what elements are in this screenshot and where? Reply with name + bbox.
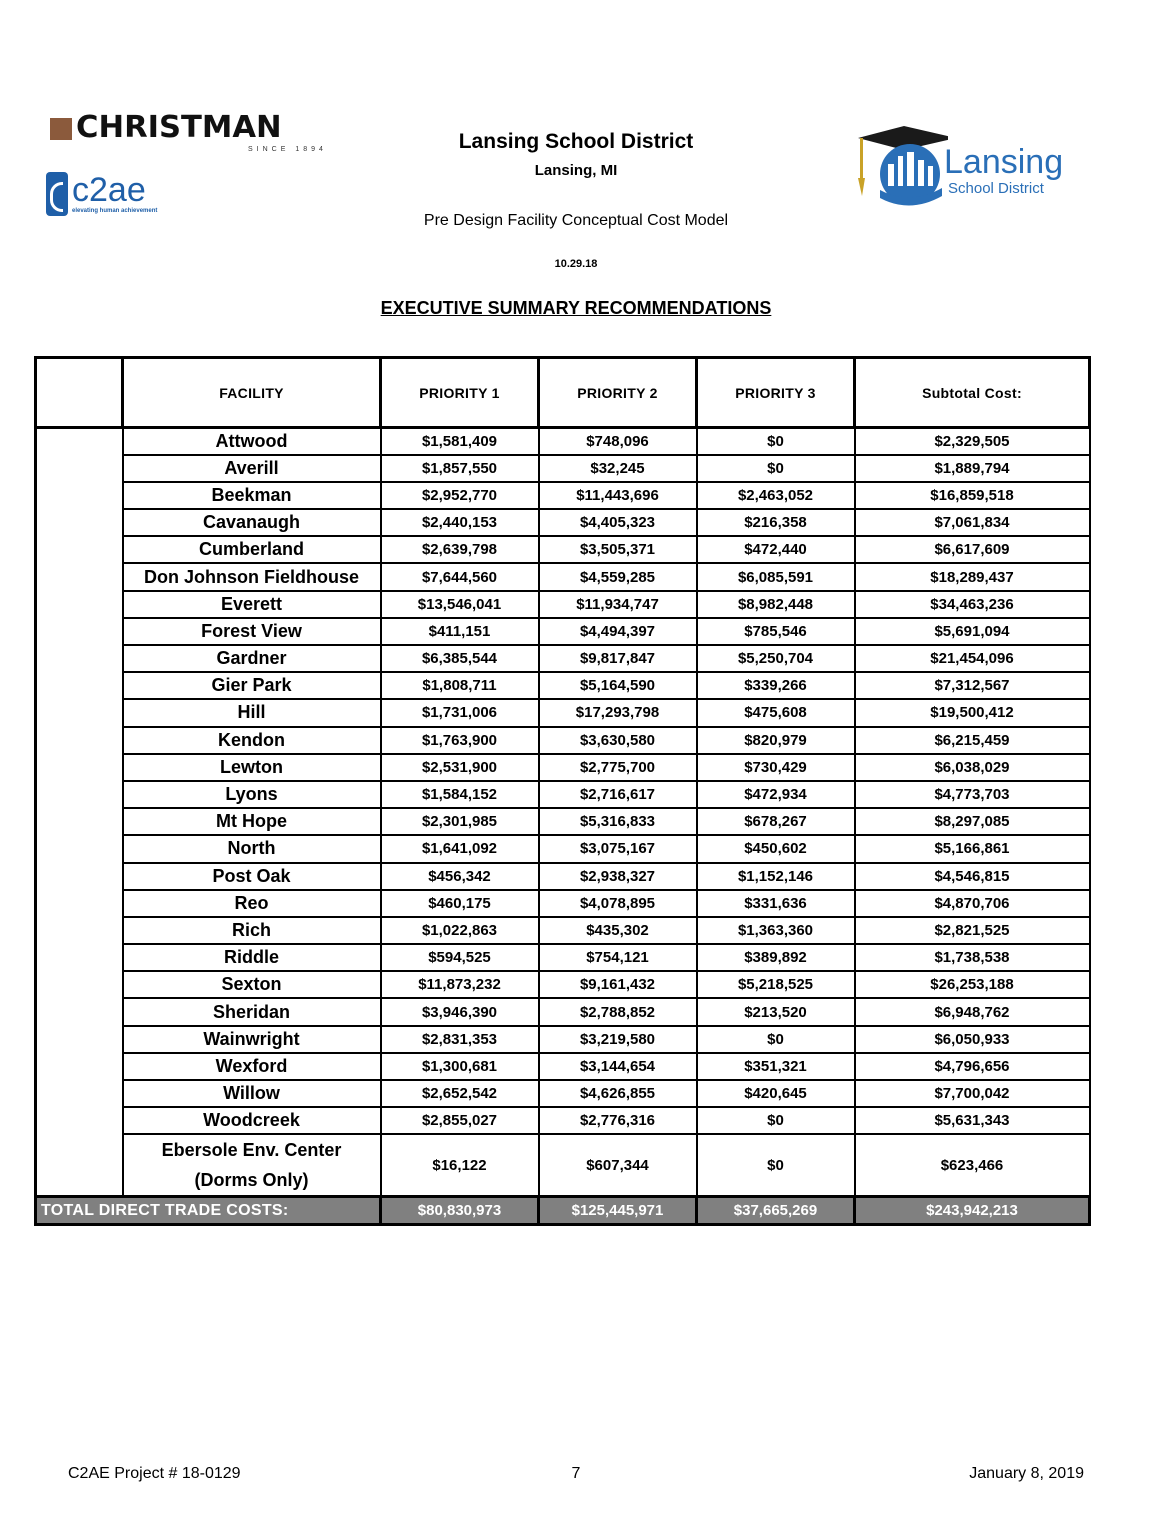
facility-name-line-1: Ebersole Env. Center [161,1140,342,1161]
subtotal-cost: $16,859,518 [855,482,1090,509]
priority-1-cost: $1,731,006 [381,699,539,726]
subtotal-cost: $8,297,085 [855,808,1090,835]
priority-3-cost: $472,934 [697,781,855,808]
lansing-logo-word: Lansing [944,143,1064,181]
subtotal-cost: $34,463,236 [855,591,1090,618]
priority-3-cost: $331,636 [697,890,855,917]
priority-2-cost: $9,817,847 [539,645,697,672]
priority-3-cost: $389,892 [697,944,855,971]
priority-1-cost: $2,531,900 [381,754,539,781]
priority-1-cost: $2,301,985 [381,808,539,835]
lansing-logo-subtitle: School District [948,180,1044,197]
facility-name: Beekman [123,482,381,509]
facility-name: Woodcreek [123,1107,381,1134]
priority-2-cost: $4,559,285 [539,563,697,590]
priority-1-cost: $460,175 [381,890,539,917]
table-row [36,890,1090,917]
facility-name: Riddle [123,944,381,971]
document-subtitle: Pre Design Facility Conceptual Cost Model [423,212,729,229]
priority-3-cost: $5,250,704 [697,645,855,672]
priority-3-cost: $420,645 [697,1080,855,1107]
facility-name: Gardner [123,645,381,672]
priority-1-cost: $1,641,092 [381,835,539,862]
priority-2-cost: $4,078,895 [539,890,697,917]
column-header-facility: FACILITY [123,358,381,428]
subtotal-cost: $2,821,525 [855,917,1090,944]
facility-name: Wexford [123,1053,381,1080]
table-row [36,1026,1090,1053]
column-header-priority-2: PRIORITY 2 [539,358,697,428]
priority-3-cost: $730,429 [697,754,855,781]
priority-2-cost: $2,938,327 [539,863,697,890]
table-row [36,781,1090,808]
facility-name [123,1134,381,1197]
priority-2-cost: $607,344 [539,1134,697,1197]
facility-name: Gier Park [123,672,381,699]
header-blank-cell [36,358,123,428]
priority-2-cost: $5,316,833 [539,808,697,835]
table-row [36,944,1090,971]
facility-name: Averill [123,455,381,482]
table-row [36,808,1090,835]
total-row [36,1197,1090,1225]
facility-name: Forest View [123,618,381,645]
priority-2-cost: $748,096 [539,428,697,455]
priority-3-cost: $820,979 [697,727,855,754]
column-header-priority-3: PRIORITY 3 [697,358,855,428]
facility-name: Lewton [123,754,381,781]
table-row [36,835,1090,862]
facility-name: Reo [123,890,381,917]
priority-1-cost: $1,584,152 [381,781,539,808]
table-row [36,1053,1090,1080]
facility-name: Sheridan [123,998,381,1025]
priority-2-cost: $2,776,316 [539,1107,697,1134]
footer-page-number: 7 [571,1465,581,1482]
table-row [36,672,1090,699]
table-body [36,428,1090,1225]
priority-3-cost: $339,266 [697,672,855,699]
priority-2-cost: $435,302 [539,917,697,944]
table-row [36,754,1090,781]
subtotal-cost: $5,631,343 [855,1107,1090,1134]
priority-2-cost: $3,630,580 [539,727,697,754]
priority-2-cost: $17,293,798 [539,699,697,726]
priority-2-cost: $11,443,696 [539,482,697,509]
priority-3-cost: $216,358 [697,509,855,536]
subtotal-cost: $6,948,762 [855,998,1090,1025]
priority-1-cost: $7,644,560 [381,563,539,590]
priority-2-cost: $3,505,371 [539,536,697,563]
c2ae-logo-word: c2ae [72,171,146,209]
table-row [36,917,1090,944]
table-row-ebersole [36,1134,1090,1197]
priority-1-cost: $2,440,153 [381,509,539,536]
priority-1-cost: $1,581,409 [381,428,539,455]
subtotal-cost: $1,738,538 [855,944,1090,971]
table-row [36,1107,1090,1134]
subtotal-cost: $623,466 [855,1134,1090,1197]
facility-name: Hill [123,699,381,726]
subtotal-cost: $18,289,437 [855,563,1090,590]
subtotal-cost: $2,329,505 [855,428,1090,455]
table-row [36,1080,1090,1107]
priority-1-cost: $1,022,863 [381,917,539,944]
subtotal-cost: $7,700,042 [855,1080,1090,1107]
facility-name: Cumberland [123,536,381,563]
facility-name: Wainwright [123,1026,381,1053]
priority-1-cost: $11,873,232 [381,971,539,998]
priority-1-cost: $13,546,041 [381,591,539,618]
priority-3-cost: $8,982,448 [697,591,855,618]
priority-3-cost: $5,218,525 [697,971,855,998]
subtotal-cost: $4,546,815 [855,863,1090,890]
subtotal-cost: $6,617,609 [855,536,1090,563]
priority-2-cost: $9,161,432 [539,971,697,998]
priority-2-cost: $754,121 [539,944,697,971]
priority-3-cost: $678,267 [697,808,855,835]
total-priority-3: $37,665,269 [697,1197,855,1225]
table-row [36,509,1090,536]
table-row [36,645,1090,672]
priority-2-cost: $2,716,617 [539,781,697,808]
subtotal-cost: $6,215,459 [855,727,1090,754]
priority-2-cost: $4,494,397 [539,618,697,645]
table-row [36,591,1090,618]
priority-3-cost: $2,463,052 [697,482,855,509]
priority-3-cost: $213,520 [697,998,855,1025]
section-heading: EXECUTIVE SUMMARY RECOMMENDATIONS [380,298,772,318]
subtotal-cost: $1,889,794 [855,455,1090,482]
priority-1-cost: $411,151 [381,618,539,645]
priority-2-cost: $3,075,167 [539,835,697,862]
total-priority-1: $80,830,973 [381,1197,539,1225]
facility-name: Rich [123,917,381,944]
facility-name: Post Oak [123,863,381,890]
priority-3-cost: $785,546 [697,618,855,645]
priority-2-cost: $5,164,590 [539,672,697,699]
facility-name: Don Johnson Fieldhouse [123,563,381,590]
priority-2-cost: $11,934,747 [539,591,697,618]
facility-name: Lyons [123,781,381,808]
facility-name: Everett [123,591,381,618]
footer-project-number: C2AE Project # 18-0129 [68,1465,241,1482]
priority-1-cost: $1,300,681 [381,1053,539,1080]
priority-1-cost: $6,385,544 [381,645,539,672]
subtotal-cost: $6,038,029 [855,754,1090,781]
facility-name: North [123,835,381,862]
christman-logo-word: CHRISTMAN [76,110,282,145]
priority-1-cost: $2,652,542 [381,1080,539,1107]
document-date: 10.29.18 [554,258,598,270]
christman-logo-since: SINCE 1894 [248,146,327,153]
priority-3-cost: $0 [697,455,855,482]
subtotal-cost: $5,691,094 [855,618,1090,645]
blank-side-cell [36,428,123,1197]
facility-name: Sexton [123,971,381,998]
priority-1-cost: $2,952,770 [381,482,539,509]
priority-3-cost: $1,152,146 [697,863,855,890]
subtotal-cost: $4,773,703 [855,781,1090,808]
table-row [36,618,1090,645]
priority-1-cost: $3,946,390 [381,998,539,1025]
priority-3-cost: $475,608 [697,699,855,726]
table-row [36,699,1090,726]
facility-name: Mt Hope [123,808,381,835]
cost-summary-table [34,356,1091,1226]
subtotal-cost: $4,870,706 [855,890,1090,917]
total-subtotal: $243,942,213 [855,1197,1090,1225]
table-row [36,727,1090,754]
facility-name-line-2: (Dorms Only) [194,1170,309,1191]
document-title: Lansing School District [458,130,694,153]
priority-1-cost: $1,763,900 [381,727,539,754]
table-row [36,482,1090,509]
priority-3-cost: $0 [697,1134,855,1197]
priority-1-cost: $594,525 [381,944,539,971]
priority-3-cost: $0 [697,1107,855,1134]
priority-2-cost: $2,775,700 [539,754,697,781]
priority-1-cost: $1,857,550 [381,455,539,482]
priority-3-cost: $450,602 [697,835,855,862]
subtotal-cost: $7,061,834 [855,509,1090,536]
table-header-row [36,358,1090,428]
facility-name: Attwood [123,428,381,455]
subtotal-cost: $5,166,861 [855,835,1090,862]
total-priority-2: $125,445,971 [539,1197,697,1225]
facility-name: Cavanaugh [123,509,381,536]
footer-date: January 8, 2019 [969,1465,1084,1482]
priority-2-cost: $3,144,654 [539,1053,697,1080]
priority-3-cost: $472,440 [697,536,855,563]
priority-2-cost: $2,788,852 [539,998,697,1025]
priority-3-cost: $6,085,591 [697,563,855,590]
table-row [36,998,1090,1025]
total-label: TOTAL DIRECT TRADE COSTS: [36,1197,381,1225]
table-row [36,455,1090,482]
column-header-priority-1: PRIORITY 1 [381,358,539,428]
priority-1-cost: $1,808,711 [381,672,539,699]
priority-1-cost: $456,342 [381,863,539,890]
priority-2-cost: $32,245 [539,455,697,482]
document-city: Lansing, MI [534,162,618,179]
table-row [36,428,1090,455]
priority-3-cost: $1,363,360 [697,917,855,944]
subtotal-cost: $19,500,412 [855,699,1090,726]
priority-2-cost: $3,219,580 [539,1026,697,1053]
subtotal-cost: $7,312,567 [855,672,1090,699]
subtotal-cost: $6,050,933 [855,1026,1090,1053]
column-header-subtotal: Subtotal Cost: [855,358,1090,428]
table-row [36,863,1090,890]
table-row [36,536,1090,563]
priority-1-cost: $2,855,027 [381,1107,539,1134]
priority-1-cost: $16,122 [381,1134,539,1197]
priority-1-cost: $2,639,798 [381,536,539,563]
facility-name: Willow [123,1080,381,1107]
table-row [36,971,1090,998]
c2ae-logo-tagline: elevating human achievement [72,208,158,214]
priority-3-cost: $351,321 [697,1053,855,1080]
priority-1-cost: $2,831,353 [381,1026,539,1053]
subtotal-cost: $26,253,188 [855,971,1090,998]
priority-2-cost: $4,626,855 [539,1080,697,1107]
priority-2-cost: $4,405,323 [539,509,697,536]
facility-name: Kendon [123,727,381,754]
subtotal-cost: $4,796,656 [855,1053,1090,1080]
priority-3-cost: $0 [697,1026,855,1053]
subtotal-cost: $21,454,096 [855,645,1090,672]
priority-3-cost: $0 [697,428,855,455]
table-row [36,563,1090,590]
